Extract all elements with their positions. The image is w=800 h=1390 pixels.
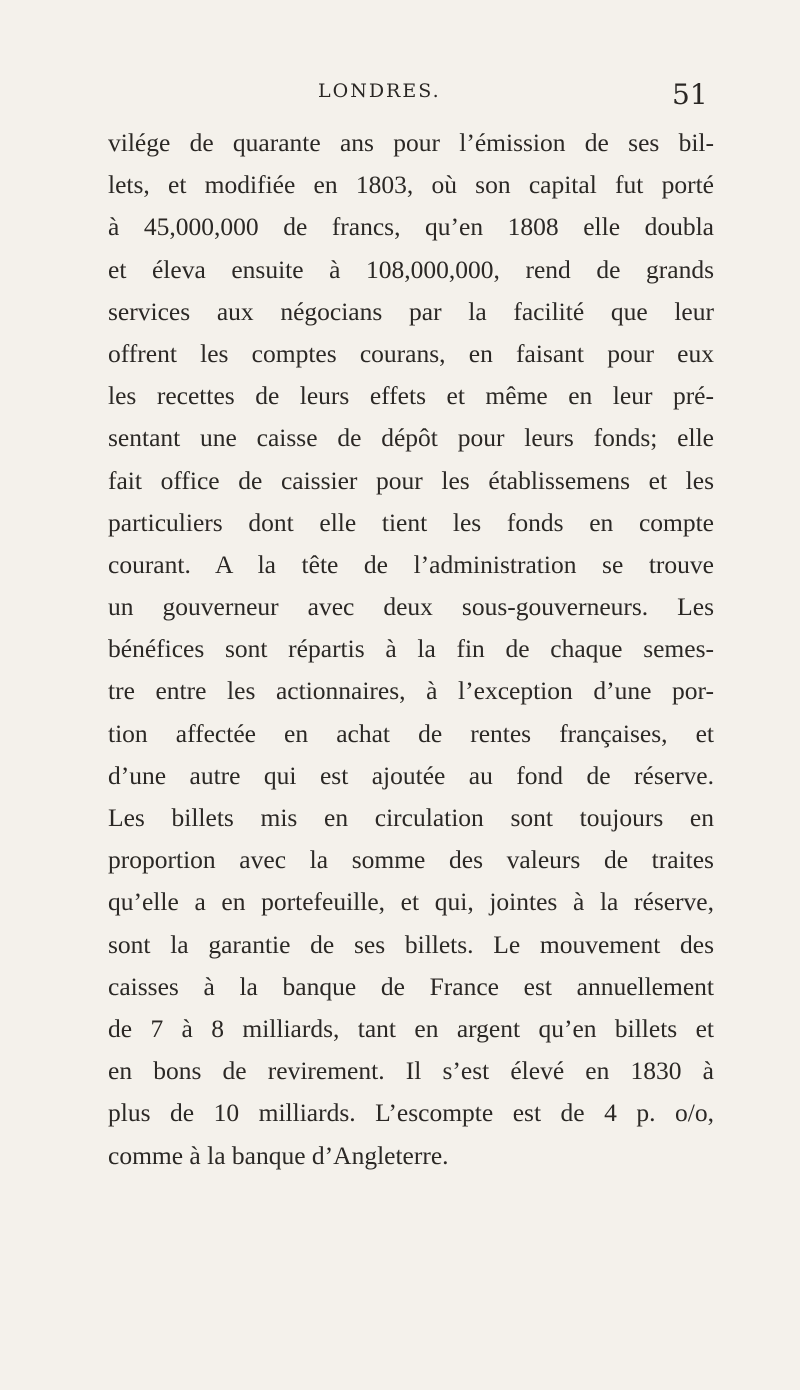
text-line: vilége de quarante ans pour l’émission de ses bil- [108,128,714,157]
text-line: tre entre les actionnaires, à l’exception d’une por- [108,676,714,706]
text-line: à 45,000,000 de francs, qu’en 1808 elle doubla [108,212,714,242]
text-line: services aux négocians par la facilité que leur [108,296,714,326]
text-line: de 7 à 8 milliards, tant en argent qu’en billets et [108,1013,714,1043]
text-line: sont la garantie de ses billets. Le mouvement des [108,929,714,959]
text-line: fait office de caissier pour les établissemens et les [108,465,714,495]
page-number: 51 [672,78,708,111]
text-line: lets, et modifiée en 1803, où son capital fut porté [108,170,714,200]
page-header [0,78,800,118]
text-line: en bons de revirement. Il s’est élevé en 1830 à [108,1056,714,1086]
text-line: qu’elle a en portefeuille, et qui, jointes à la réserve, [108,887,714,917]
text-line: d’une autre qui est ajoutée au fond de réserve. [108,760,714,790]
running-title: LONDRES. [318,80,441,102]
text-line: courant. A la tête de l’administration se trouve [108,549,714,579]
text-line: particuliers dont elle tient les fonds en compte [108,507,714,537]
text-line: caisses à la banque de France est annuellement [108,971,714,1001]
text-line: les recettes de leurs effets et même en leur pré- [108,381,714,411]
text-line: proportion avec la somme des valeurs de traites [108,845,714,875]
text-line: comme à la banque d’Angleterre. [108,1140,449,1170]
text-line: offrent les comptes courans, en faisant pour eux [108,338,714,368]
text-line: Les billets mis en circulation sont toujours en [108,803,714,832]
text-line: bénéfices sont répartis à la fin de chaque semes- [108,634,714,664]
body-paragraph [108,122,714,1177]
text-line: un gouverneur avec deux sous-gouverneurs. Les [108,592,714,622]
text-line: sentant une caisse de dépôt pour leurs fonds; elle [108,423,714,453]
text-line: tion affectée en achat de rentes françaises, et [108,718,714,748]
text-line: et éleva ensuite à 108,000,000, rend de grands [108,254,714,284]
text-line: plus de 10 milliards. L’escompte est de 4 p. o/o, [108,1098,714,1128]
